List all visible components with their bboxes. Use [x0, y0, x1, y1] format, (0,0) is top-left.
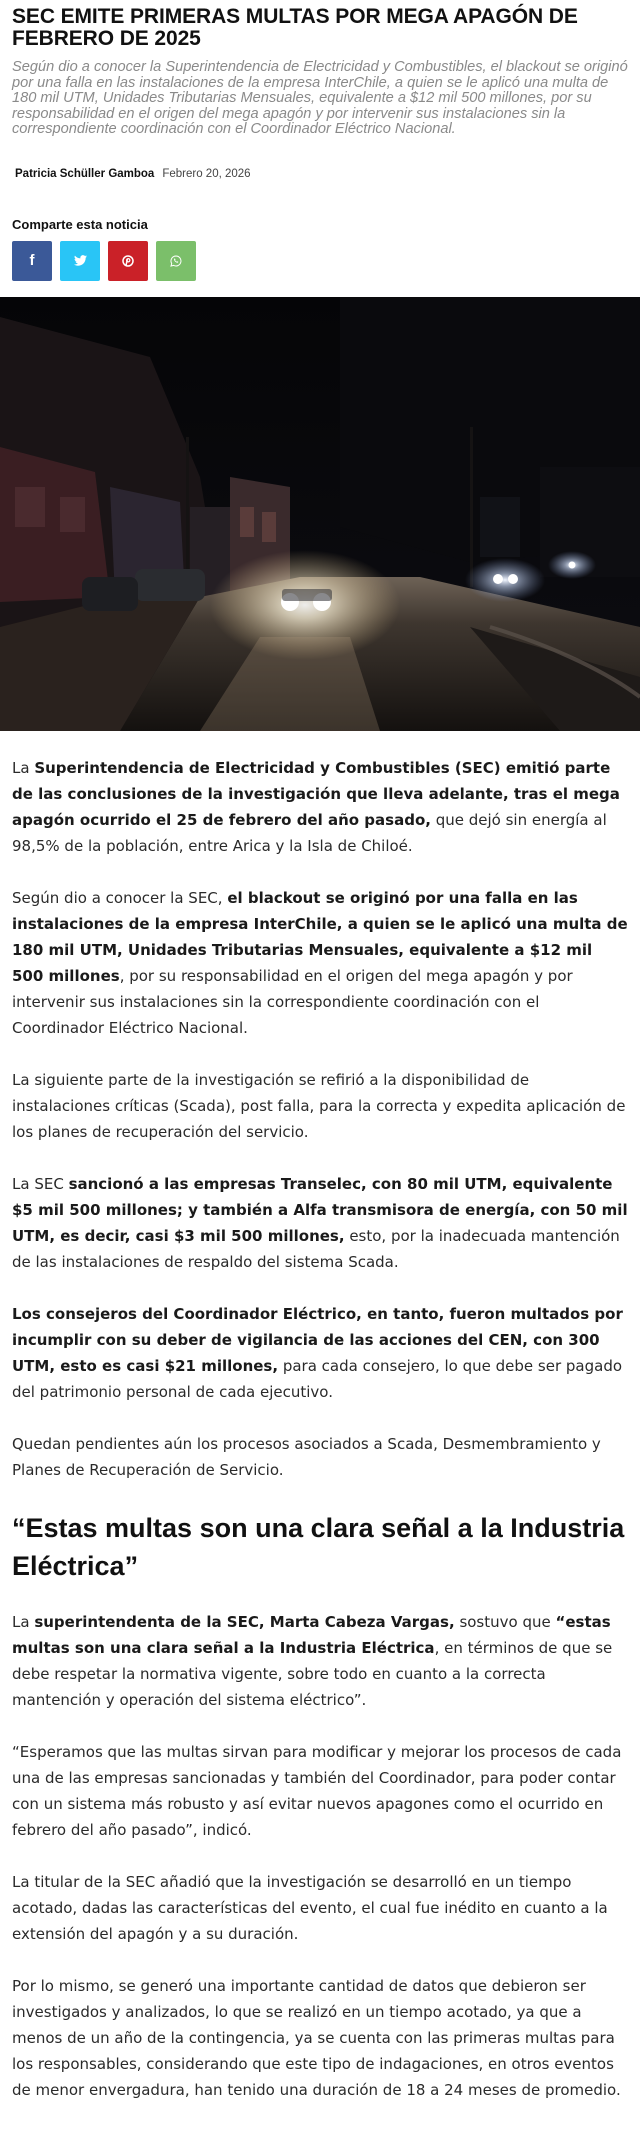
paragraph-2: Según dio a conocer la SEC, el blackout se originó por una falla en las instalaciones de la empresa InterChile, a quien se le aplicó una multa de 180 mil UTM, Unidades Tributarias Mensuales, equivalente a $12 mil 500 millones, por su responsabilidad en el origen del mega apagón y por intervenir sus instalaciones sin la correspondiente coordinación con el Coordinador Eléctrico Nacional.: [12, 889, 628, 1037]
hero-image: [0, 297, 640, 731]
whatsapp-icon: [170, 255, 182, 267]
paragraph-9: La titular de la SEC añadió que la investigación se desarrolló en un tiempo acotado, dadas las características del evento, el cual fue inédito en cuanto a la extensión del apagón y a su duración.: [12, 1873, 608, 1943]
paragraph-6: Quedan pendientes aún los procesos asociados a Scada, Desmembramiento y Planes de Recuperación de Servicio.: [12, 1435, 601, 1479]
share-label: Comparte esta noticia: [12, 216, 148, 232]
paragraph-1: La Superintendencia de Electricidad y Combustibles (SEC) emitió parte de las conclusiones de la investigación que lleva adelante, tras el mega apagón ocurrido el 25 de febrero del año pasado, que dejó sin energía al 98,5% de la población, entre Arica y la Isla de Chiloé.: [12, 759, 620, 855]
paragraph-4: La SEC sancionó a las empresas Transelec, con 80 mil UTM, equivalente $5 mil 500 millones; y también a Alfa transmisora de energía, con 50 mil UTM, es decir, casi $3 mil 500 millones, esto, por la inadecuada mantención de las instalaciones de respaldo del sistema Scada.: [12, 1175, 628, 1271]
share-buttons: [12, 241, 628, 281]
paragraph-3: La siguiente parte de la investigación se refirió a la disponibilidad de instalaciones críticas (Scada), post falla, para la correcta y expedita aplicación de los planes de recuperación del servicio.: [12, 1071, 626, 1141]
night-street-blackout-photo: [0, 297, 640, 731]
twitter-share-button[interactable]: [60, 241, 100, 281]
byline: [12, 168, 628, 180]
twitter-bird-icon: [74, 255, 87, 266]
pinterest-icon: [122, 255, 134, 267]
whatsapp-share-button[interactable]: [156, 241, 196, 281]
section-heading: “Estas multas son una clara señal a la Industria Eléctrica”: [12, 1513, 625, 1581]
paragraph-10: Por lo mismo, se generó una importante cantidad de datos que debieron ser investigados y analizados, lo que se realizó en un tiempo acotado, ya que a menos de un año de la contingencia, ya se cuenta con las primeras multas para los responsables, considerando que este tipo de indagaciones, en otros eventos de menor envergadura, han tenido una duración de 18 a 24 meses de promedio.: [12, 1977, 621, 2099]
article-subtitle: Según dio a conocer la Superintendencia de Electricidad y Combustibles, el blackout se originó por una falla en las instalaciones de la empresa InterChile, a quien se le aplicó una multa de 180 mil UTM, Unidades Tributarias Mensuales, equivalente a $12 mil 500 millones, por su responsabilidad en el origen del mega apagón y por intervenir sus instalaciones sin la correspondiente coordinación con el Coordinador Eléctrico Nacional.: [12, 59, 628, 138]
paragraph-8: “Esperamos que las multas sirvan para modificar y mejorar los procesos de cada una de las empresas sancionadas y también del Coordinador, para poder contar con un sistema más robusto y así evitar nuevos apagones como el ocurrido en febrero del año pasado”, indicó.: [12, 1743, 622, 1839]
facebook-share-button[interactable]: [12, 241, 52, 281]
paragraph-7: La superintendenta de la SEC, Marta Cabeza Vargas, sostuvo que “estas multas son una clara señal a la Industria Eléctrica, en términos de que se debe respetar la normativa vigente, sobre todo en cuanto a la correcta mantención y operación del sistema eléctrico”.: [12, 1613, 613, 1709]
author-name[interactable]: Patricia Schüller Gamboa: [15, 167, 155, 180]
pinterest-share-button[interactable]: [108, 241, 148, 281]
paragraph-5: Los consejeros del Coordinador Eléctrico, en tanto, fueron multados por incumplir con su deber de vigilancia de las acciones del CEN, con 300 UTM, esto es casi $21 millones, para cada consejero, lo que debe ser pagado del patrimonio personal de cada ejecutivo.: [12, 1305, 623, 1401]
facebook-icon: f: [29, 252, 35, 270]
article-body: [12, 755, 628, 2129]
publish-date: Febrero 20, 2026: [162, 167, 251, 180]
article-title: SEC EMITE PRIMERAS MULTAS POR MEGA APAGÓN DE FEBRERO DE 2025: [12, 5, 578, 50]
